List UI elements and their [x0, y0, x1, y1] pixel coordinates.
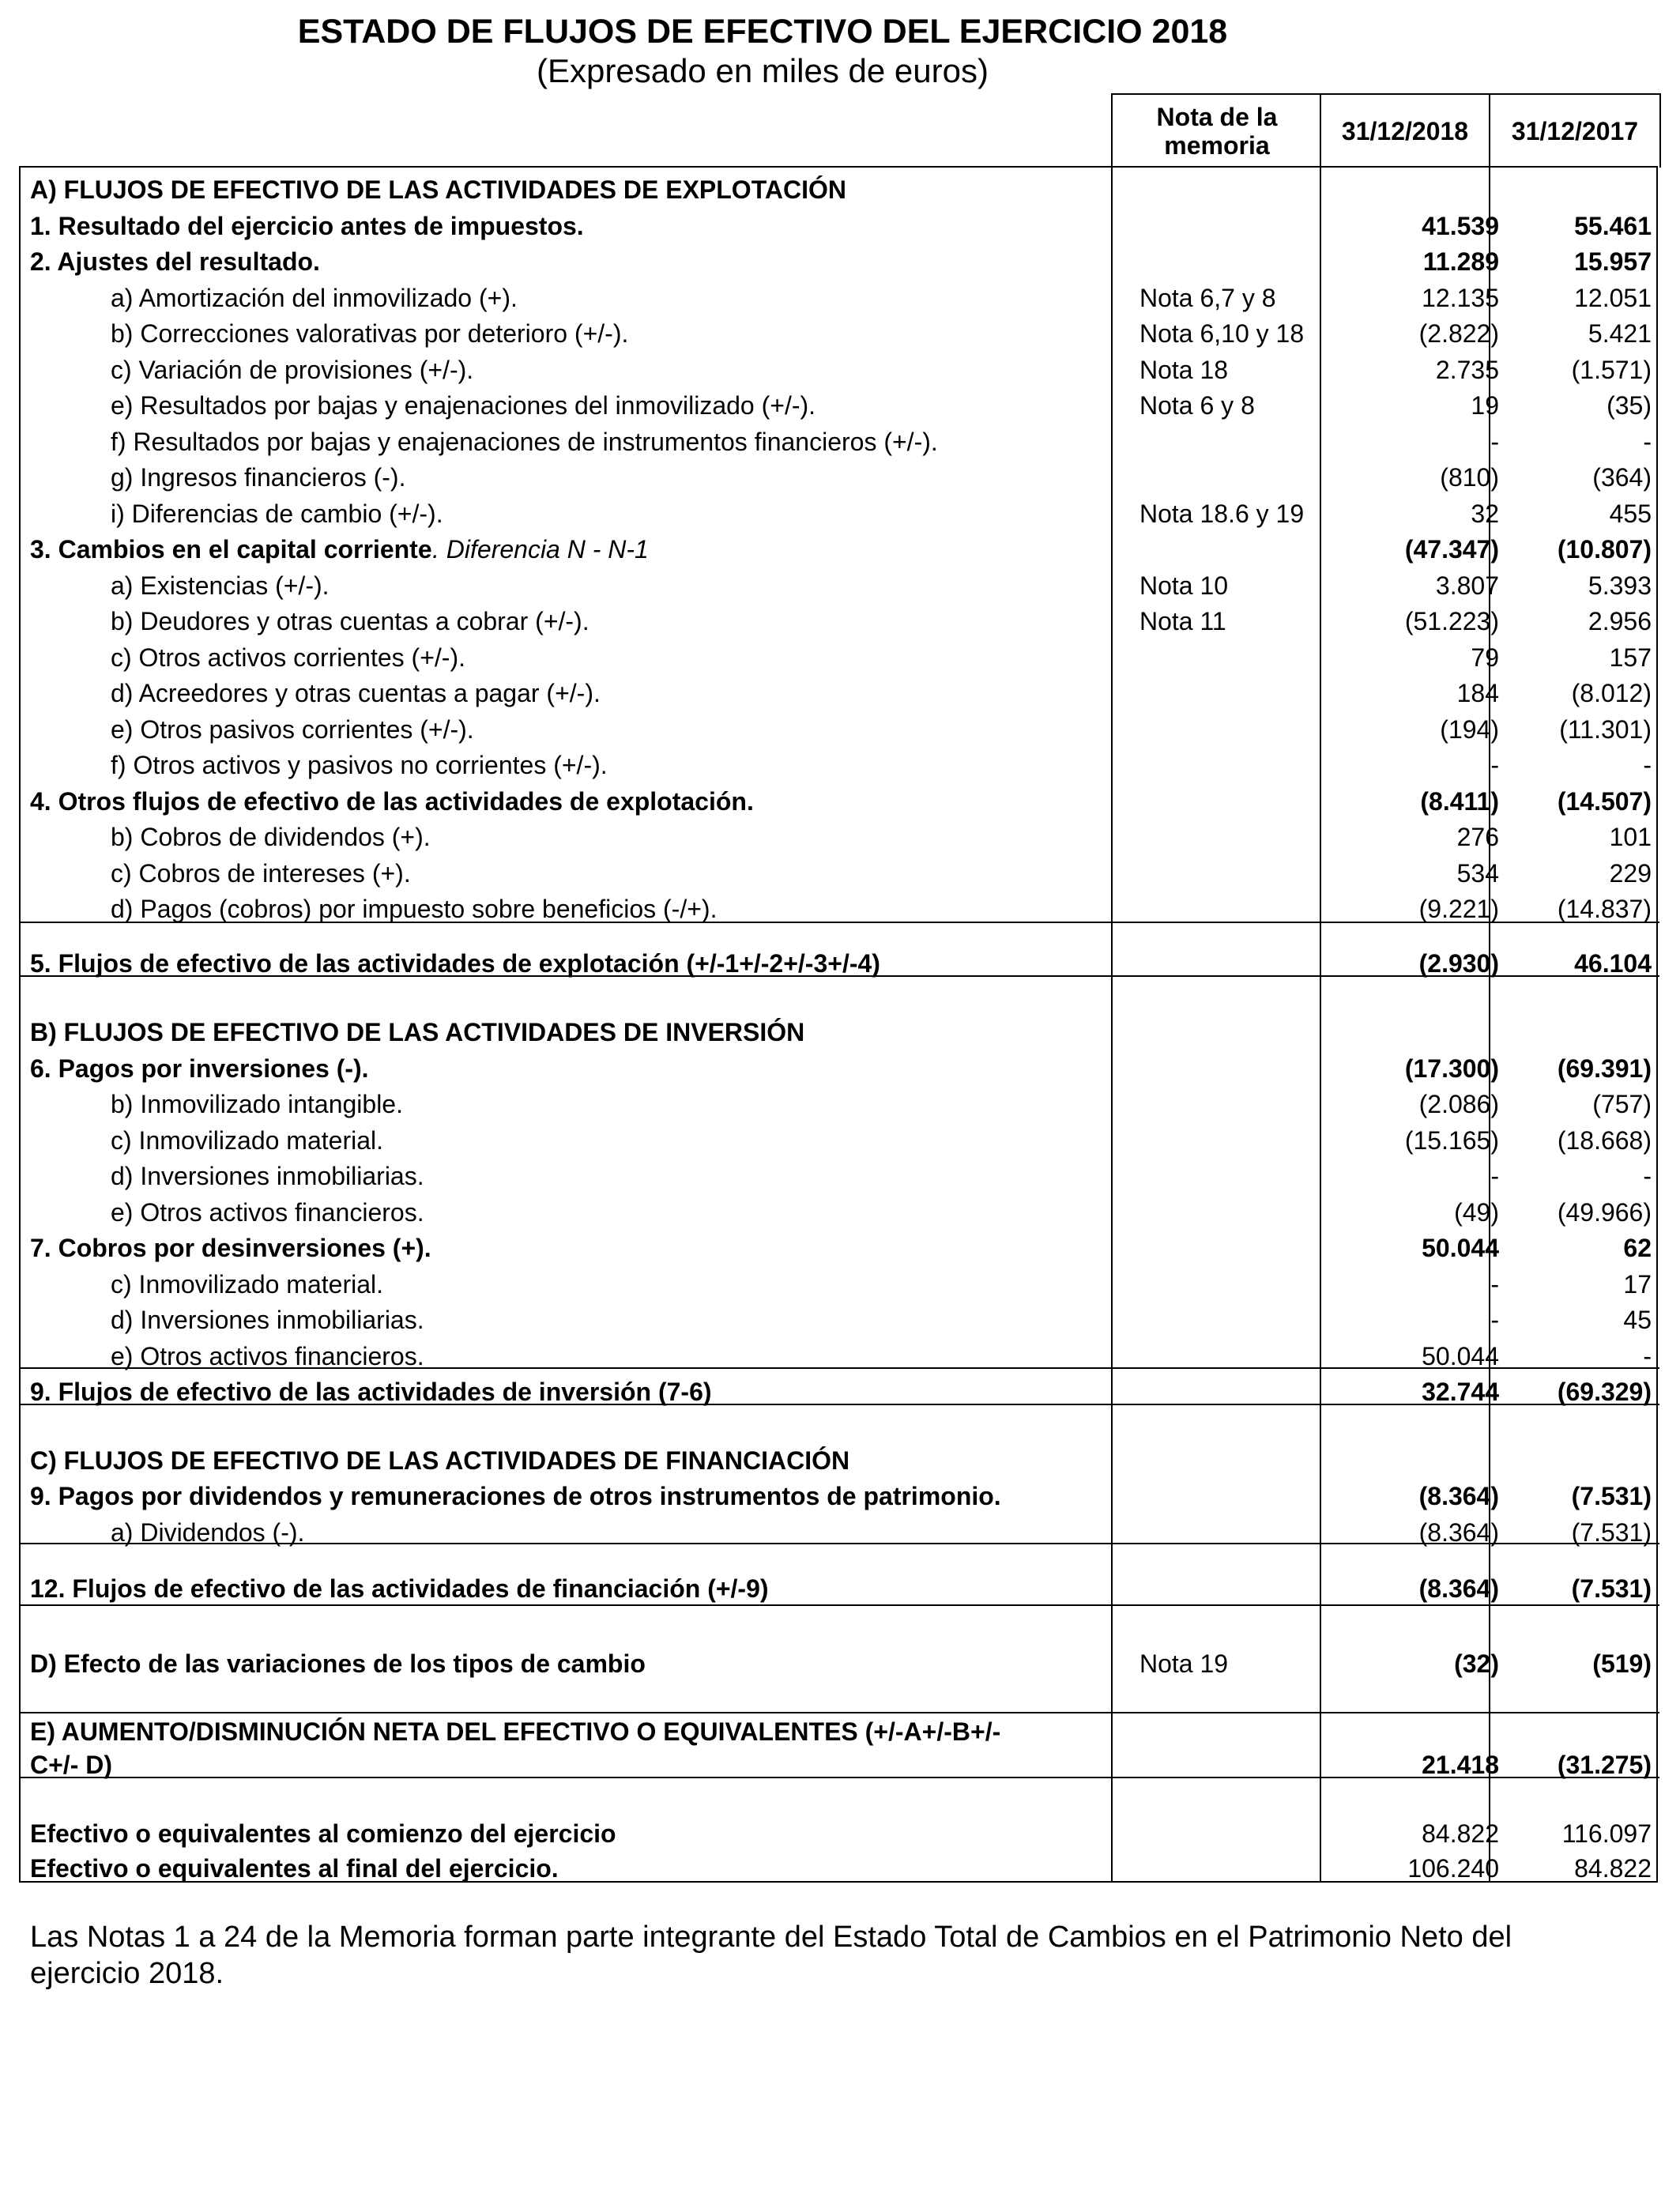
row-label: 12. Flujos de efectivo de las actividades de financiación (+/-9)	[30, 1574, 769, 1603]
row-label: e) Otros activos financieros.	[111, 1198, 424, 1227]
row-value-2018: 41.539	[1422, 212, 1499, 240]
row-value-2017: 55.461	[1574, 212, 1652, 240]
column-header-2017	[1489, 93, 1661, 168]
row-label: 1. Resultado del ejercicio antes de impuestos.	[30, 212, 584, 240]
row-value-2017: -	[1643, 751, 1652, 779]
row-nota: Nota 18	[1139, 356, 1229, 384]
row-value-2017: 455	[1609, 499, 1652, 528]
table-row	[19, 640, 1659, 675]
table-row	[19, 748, 1659, 782]
table-row	[19, 1747, 1659, 1782]
row-label: f) Otros activos y pasivos no corrientes (+/-).	[111, 751, 608, 779]
row-value-2018: (2.930)	[1418, 949, 1499, 978]
row-value-2018: -	[1490, 1270, 1499, 1299]
row-label: a) Existencias (+/-).	[111, 571, 330, 600]
row-value-2017: (69.329)	[1557, 1378, 1652, 1406]
table-row	[19, 712, 1659, 747]
table-row	[19, 1851, 1659, 1886]
row-value-2017: (8.012)	[1571, 679, 1652, 707]
row-label: d) Pagos (cobros) por impuesto sobre beneficios (-/+).	[111, 895, 718, 923]
row-value-2018: 50.044	[1422, 1342, 1499, 1370]
row-label: f) Resultados por bajas y enajenaciones de instrumentos financieros (+/-).	[111, 428, 938, 456]
row-label-note: . Diferencia N - N-1	[432, 535, 649, 564]
row-value-2017: -	[1643, 1162, 1652, 1190]
row-nota: Nota 6,7 y 8	[1139, 284, 1276, 312]
row-label: 2. Ajustes del resultado.	[30, 247, 320, 276]
table-row	[19, 856, 1659, 891]
table-row	[19, 1015, 1659, 1050]
row-label: E) AUMENTO/DISMINUCIÓN NETA DEL EFECTIVO O EQUIVALENTES (+/-A+/-B+/-	[30, 1717, 1001, 1746]
row-value-2017: (69.391)	[1557, 1054, 1652, 1083]
row-label: 6. Pagos por inversiones (-).	[30, 1054, 369, 1083]
column-header-2017-label: 31/12/2017	[1511, 117, 1639, 145]
row-label: 3. Cambios en el capital corriente	[30, 535, 432, 564]
row-label: 7. Cobros por desinversiones (+).	[30, 1234, 431, 1262]
row-value-2018: 84.822	[1422, 1819, 1499, 1848]
table-row	[19, 352, 1659, 387]
row-value-2018: 32.744	[1422, 1378, 1499, 1406]
row-nota: Nota 11	[1139, 607, 1226, 635]
row-value-2017: 229	[1609, 859, 1652, 888]
row-label: c) Cobros de intereses (+).	[111, 859, 411, 888]
row-label: a) Dividendos (-).	[111, 1518, 305, 1547]
document-title: ESTADO DE FLUJOS DE EFECTIVO DEL EJERCICIO 2018	[297, 13, 1228, 51]
table-row	[19, 568, 1659, 603]
row-value-2018: 184	[1456, 679, 1499, 707]
row-nota: Nota 19	[1139, 1649, 1229, 1678]
row-value-2017: (10.807)	[1557, 535, 1652, 564]
row-value-2017: (1.571)	[1571, 356, 1652, 384]
column-header-2018	[1320, 93, 1489, 168]
table-row	[19, 496, 1659, 531]
row-value-2018: (17.300)	[1404, 1054, 1499, 1083]
row-value-2018: (8.364)	[1418, 1518, 1499, 1547]
table-row	[19, 209, 1659, 243]
row-value-2017: 45	[1623, 1306, 1652, 1334]
row-value-2017: (35)	[1607, 391, 1652, 420]
row-label: A) FLUJOS DE EFECTIVO DE LAS ACTIVIDADES DE EXPLOTACIÓN	[30, 175, 846, 204]
table-row	[19, 820, 1659, 854]
table-row	[19, 1267, 1659, 1302]
row-value-2017: (14.837)	[1557, 895, 1652, 923]
row-label: b) Inmovilizado intangible.	[111, 1090, 403, 1118]
row-value-2018: -	[1490, 1306, 1499, 1334]
table-row	[19, 388, 1659, 423]
row-value-2018: 3.807	[1435, 571, 1499, 600]
row-value-2018: 12.135	[1422, 284, 1499, 312]
row-label: 4. Otros flujos de efectivo de las actividades de explotación.	[30, 787, 754, 816]
table-row	[19, 1302, 1659, 1337]
table-row	[19, 1816, 1659, 1851]
row-value-2018: 21.418	[1422, 1751, 1499, 1779]
table-row	[19, 1051, 1659, 1086]
row-value-2017: (757)	[1592, 1090, 1652, 1118]
row-value-2017: (7.531)	[1571, 1482, 1652, 1510]
row-value-2017: 101	[1609, 823, 1652, 851]
row-label: c) Inmovilizado material.	[111, 1270, 383, 1299]
row-value-2017: 2.956	[1588, 607, 1652, 635]
column-header-nota	[1111, 93, 1321, 168]
row-label: C) FLUJOS DE EFECTIVO DE LAS ACTIVIDADES DE FINANCIACIÓN	[30, 1446, 850, 1475]
row-label: Efectivo o equivalentes al comienzo del ejercicio	[30, 1819, 616, 1848]
row-value-2018: (9.221)	[1418, 895, 1499, 923]
row-label: c) Variación de provisiones (+/-).	[111, 356, 474, 384]
row-value-2017: (31.275)	[1557, 1751, 1652, 1779]
row-label: 9. Pagos por dividendos y remuneraciones de otros instrumentos de patrimonio.	[30, 1482, 1001, 1510]
table-row	[19, 1159, 1659, 1193]
table-row	[19, 784, 1659, 819]
row-value-2018: -	[1490, 1162, 1499, 1190]
table-row	[19, 1443, 1659, 1478]
table-row	[19, 892, 1659, 926]
row-label: e) Resultados por bajas y enajenaciones del inmovilizado (+/-).	[111, 391, 816, 420]
table-row	[19, 1231, 1659, 1265]
table-row	[19, 946, 1659, 981]
row-label: e) Otros activos financieros.	[111, 1342, 424, 1370]
row-label: d) Inversiones inmobiliarias.	[111, 1306, 424, 1334]
row-value-2017: (364)	[1592, 463, 1652, 492]
row-value-2017: 157	[1609, 643, 1652, 672]
table-row	[19, 172, 1659, 207]
row-value-2017: (49.966)	[1557, 1198, 1652, 1227]
section-divider	[19, 1712, 1659, 1713]
row-label: c) Inmovilizado material.	[111, 1126, 383, 1155]
row-label: 5. Flujos de efectivo de las actividades de explotación (+/-1+/-2+/-3+/-4)	[30, 949, 880, 978]
row-value-2018: (51.223)	[1404, 607, 1499, 635]
row-value-2018: (8.411)	[1420, 787, 1499, 816]
row-value-2018: 534	[1456, 859, 1499, 888]
row-value-2018: (8.364)	[1418, 1574, 1499, 1603]
table-row	[19, 676, 1659, 711]
row-nota: Nota 6 y 8	[1139, 391, 1255, 420]
row-label: i) Diferencias de cambio (+/-).	[111, 499, 443, 528]
row-nota: Nota 6,10 y 18	[1139, 319, 1305, 348]
row-label: a) Amortización del inmovilizado (+).	[111, 284, 518, 312]
row-label: Efectivo o equivalentes al final del ejercicio.	[30, 1854, 559, 1883]
row-nota: Nota 10	[1139, 571, 1229, 600]
row-value-2017: (18.668)	[1557, 1126, 1652, 1155]
table-row	[19, 532, 1659, 567]
row-value-2018: (2.822)	[1418, 319, 1499, 348]
row-label: g) Ingresos financieros (-).	[111, 463, 406, 492]
row-value-2017: (7.531)	[1571, 1574, 1652, 1603]
row-value-2017: 5.421	[1588, 319, 1652, 348]
row-value-2018: 50.044	[1422, 1234, 1499, 1262]
row-value-2018: 11.289	[1422, 247, 1499, 276]
row-value-2018: (810)	[1440, 463, 1499, 492]
row-value-2018: -	[1490, 428, 1499, 456]
table-row	[19, 1646, 1659, 1681]
row-value-2018: 79	[1471, 643, 1499, 672]
row-value-2017: (7.531)	[1571, 1518, 1652, 1547]
footnote: Las Notas 1 a 24 de la Memoria forman parte integrante del Estado Total de Cambios en el Patrimonio Neto del ejercicio 2018.	[30, 1921, 1512, 1990]
row-value-2018: (8.364)	[1418, 1482, 1499, 1510]
table-row	[19, 1123, 1659, 1158]
row-value-2018: 106.240	[1407, 1854, 1499, 1883]
row-value-2017: -	[1643, 1342, 1652, 1370]
row-label: B) FLUJOS DE EFECTIVO DE LAS ACTIVIDADES DE INVERSIÓN	[30, 1018, 805, 1046]
row-value-2017: 17	[1623, 1270, 1652, 1299]
table-row	[19, 1195, 1659, 1230]
row-label: e) Otros pasivos corrientes (+/-).	[111, 715, 474, 744]
row-value-2017: 15.957	[1574, 247, 1652, 276]
table-row	[19, 604, 1659, 639]
row-value-2017: (14.507)	[1557, 787, 1652, 816]
table-row	[19, 281, 1659, 315]
row-value-2018: (49)	[1454, 1198, 1499, 1227]
row-value-2017: 12.051	[1574, 284, 1652, 312]
row-label: C+/- D)	[30, 1751, 112, 1779]
row-value-2017: 84.822	[1574, 1854, 1652, 1883]
table-row	[19, 1087, 1659, 1122]
table-row	[19, 1374, 1659, 1409]
row-value-2017: (11.301)	[1559, 715, 1652, 744]
table-row	[19, 1339, 1659, 1374]
row-value-2018: (47.347)	[1404, 535, 1499, 564]
table-row	[19, 460, 1659, 495]
column-header-nota-label: Nota de la memoria	[1156, 103, 1278, 160]
row-value-2018: 19	[1471, 391, 1499, 420]
table-row	[19, 424, 1659, 459]
row-value-2018: (194)	[1440, 715, 1499, 744]
row-value-2017: 5.393	[1588, 571, 1652, 600]
row-value-2017: (519)	[1592, 1649, 1652, 1678]
row-value-2018: 2.735	[1435, 356, 1499, 384]
row-label: c) Otros activos corrientes (+/-).	[111, 643, 465, 672]
row-label: b) Correcciones valorativas por deterioro (+/-).	[111, 319, 629, 348]
table-row	[19, 1714, 1659, 1749]
table-row	[19, 1571, 1659, 1606]
row-value-2018: (15.165)	[1404, 1126, 1499, 1155]
table-row	[19, 1515, 1659, 1550]
table-row	[19, 244, 1659, 279]
row-label: d) Inversiones inmobiliarias.	[111, 1162, 424, 1190]
row-value-2017: 116.097	[1561, 1819, 1652, 1848]
row-label: b) Cobros de dividendos (+).	[111, 823, 431, 851]
row-label: b) Deudores y otras cuentas a cobrar (+/-).	[111, 607, 590, 635]
document-subtitle: (Expresado en miles de euros)	[537, 52, 989, 89]
row-label: 9. Flujos de efectivo de las actividades de inversión (7-6)	[30, 1378, 712, 1406]
row-value-2018: (2.086)	[1418, 1090, 1499, 1118]
row-value-2018: (32)	[1454, 1649, 1499, 1678]
row-value-2017: -	[1643, 428, 1652, 456]
row-value-2018: 276	[1456, 823, 1499, 851]
row-value-2017: 62	[1623, 1234, 1652, 1262]
row-value-2017: 46.104	[1574, 949, 1652, 978]
row-label: d) Acreedores y otras cuentas a pagar (+/-).	[111, 679, 601, 707]
row-value-2018: 32	[1471, 499, 1499, 528]
table-row	[19, 1479, 1659, 1514]
row-label: D) Efecto de las variaciones de los tipos de cambio	[30, 1649, 646, 1678]
row-nota: Nota 18.6 y 19	[1139, 499, 1305, 528]
table-row	[19, 316, 1659, 351]
column-header-2018-label: 31/12/2018	[1341, 117, 1469, 145]
row-value-2018: -	[1490, 751, 1499, 779]
